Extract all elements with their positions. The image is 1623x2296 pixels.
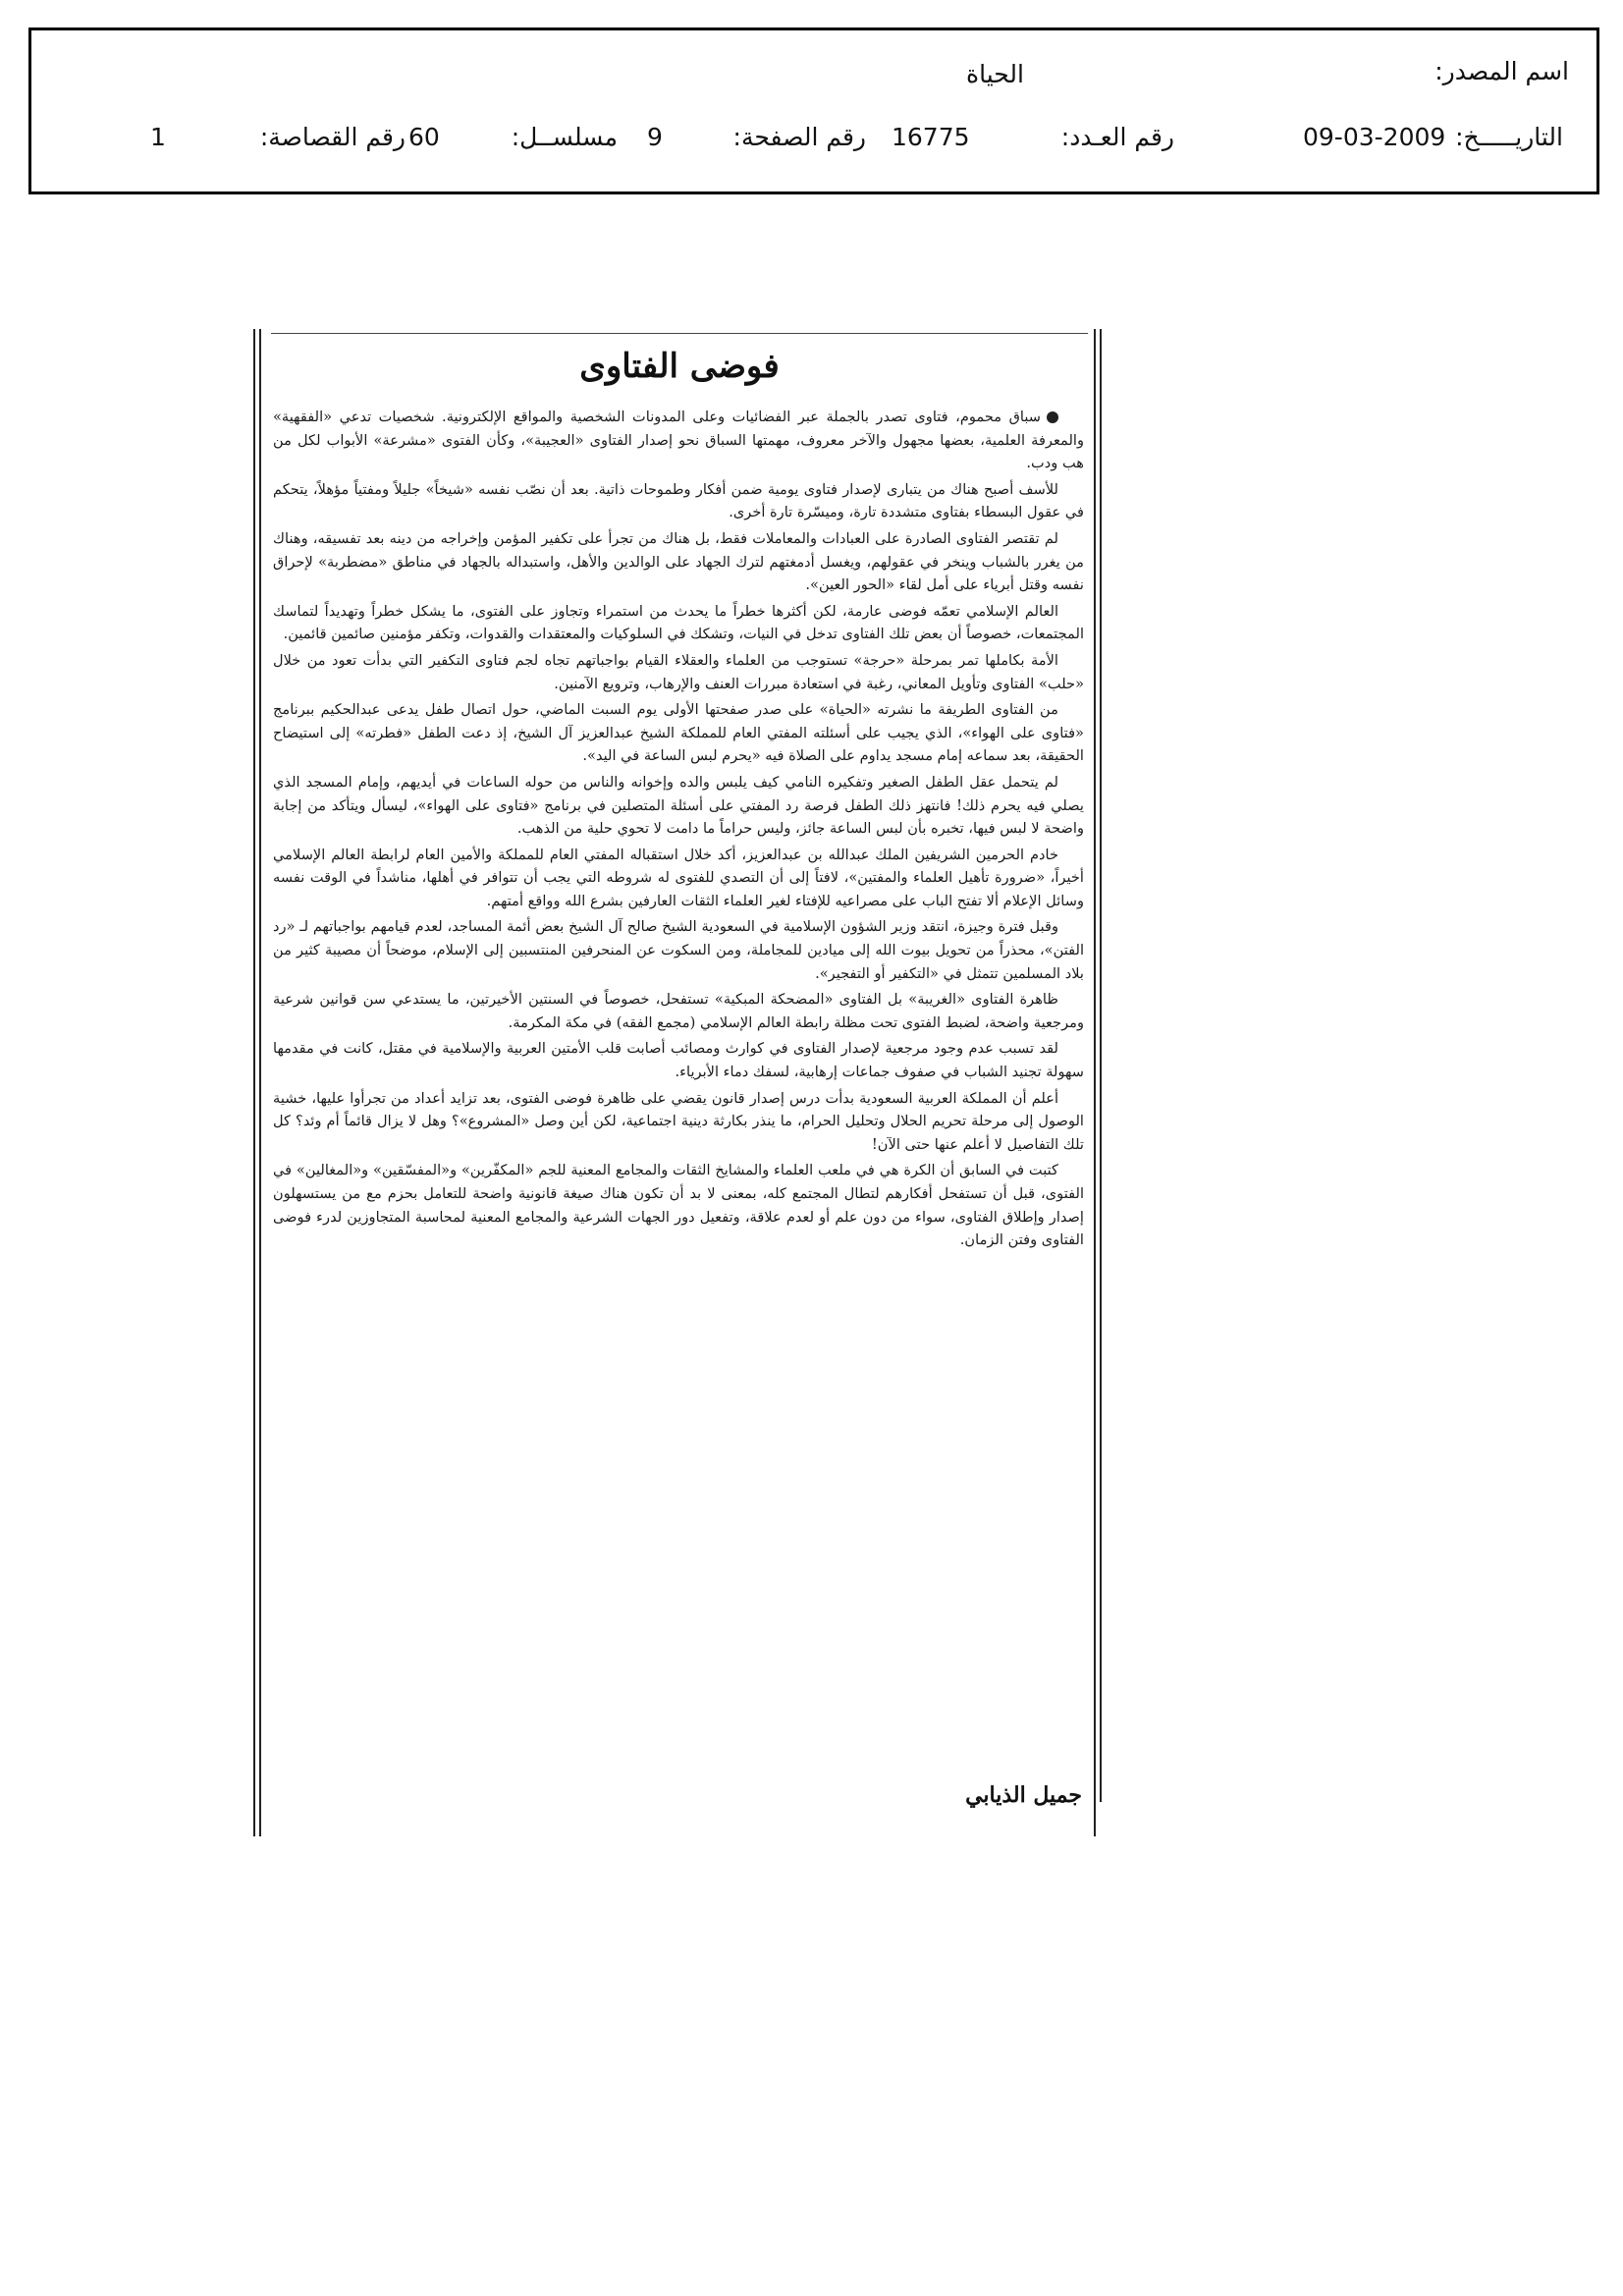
clip-label: رقم القصاصة: [259, 123, 406, 151]
left-column-rule-inner [259, 329, 261, 1836]
article-paragraph: خادم الحرمين الشريفين الملك عبدالله بن عبدالعزيز، أكد خلال استقباله المفتي العام للمملكة والأمين العام لرابطة العالم الإسلامي أخيراً، «ضرورة تأهيل العلماء والمفتين»، لافتاً إلى أن التصدي للفتوى له شروطه التي يجب أن تتوافر في أهلها، مناشداً في الوقت نفسه وسائل الإعلام ألا تفتح الباب على مصراعيه للإفتاء لغير العلماء الثقات العارفين بشرع الله وواقع أمتهم. [273, 846, 1084, 909]
page-label: رقم الصفحة: [732, 123, 866, 151]
date-value: 09-03-2009 [1303, 123, 1446, 151]
article-paragraph: للأسف أصبح هناك من يتبارى لإصدار فتاوى يومية ضمن أفكار وطموحات ذاتية. بعد أن نصّب نفسه «شيخاً» جليلاً ومفتياً مؤهلاً، يتحكم في عقول البسطاء بفتاوى متشددة تارة، وميسّرة تارة أخرى. [273, 480, 1084, 521]
source-label: اسم المصدر: [1434, 57, 1569, 85]
issue-label: رقم العـدد: [1060, 123, 1174, 151]
article-body [273, 406, 1084, 1255]
clip-value: 1 [150, 123, 166, 151]
clipping-header [28, 27, 1599, 194]
article-paragraph: وقبل فترة وجيزة، انتقد وزير الشؤون الإسلامية في السعودية الشيخ صالح آل الشيخ بعض أئمة المساجد، لعدم قيامهم بواجباتهم لـ «رد الفتن»، محذراً من تحويل بيوت الله إلى ميادين للمجاملة، ومن السكوت عن المنحرفين المنتسبين إلى الإسلام، موضحاً أن مصيبة كثير من بلاد المسلمين تتمثل في «التكفير أو التفجير». [273, 918, 1084, 982]
issue-value: 16775 [892, 123, 970, 151]
article-paragraph: لم يتحمل عقل الطفل الصغير وتفكيره النامي كيف يلبس والده وإخوانه والناس من حوله الساعات في أيديهم، وإمام المسجد الذي يصلي فيه يحرم ذلك! فانتهز ذلك الطفل فرصة رد المفتي على أسئلة المتصلين في برنامج «فتاوى على الهواء»، ليسأل ويتأكد من إجابة واضحة لا لبس فيها، تخبره بأن لبس الساعة جائز، وليس حراماً ما دامت لا تحوي حلية من الذهب. [273, 773, 1084, 838]
article-paragraph: ظاهرة الفتاوى «الغريبة» بل الفتاوى «المضحكة المبكية» تستفحل، خصوصاً في السنتين الأخيرتين، ما يستدعي سن قوانين شرعية ومرجعية واضحة، لضبط الفتوى تحت مظلة رابطة العالم الإسلامي (مجمع الفقه) في مكة المكرمة. [273, 991, 1084, 1031]
serial-label: مسلســل: [511, 123, 618, 151]
source-value: الحياة [966, 60, 1024, 88]
article-paragraph: من الفتاوى الطريفة ما نشرته «الحياة» على صدر صفحتها الأولى يوم السبت الماضي، حول اتصال طفل يدعى عبدالحكيم ببرنامج «فتاوى على الهواء»، الذي يجيب على أسئلته المفتي العام للمملكة الشيخ عبدالعزيز آل الشيخ، إذ دعت الطفل «فطرته» إلى استيضاح الحقيقة، بعد سماعه إمام مسجد يداوم على الصلاة فيه «يحرم لبس الساعة في اليد». [273, 701, 1084, 765]
article-paragraph: كتبت في السابق أن الكرة هي في ملعب العلماء والمشايخ الثقات والمجامع المعنية للجم «المكفّرين» و«المفسّقين» و«المغالين» في الفتوى، قبل أن تستفحل أفكارهم لتطال المجتمع كله، بمعنى لا بد أن تكون هناك صيغة قانونية واضحة للتعامل بحزم مع من يستسهلون إصدار وإطلاق الفتاوى، سواء من دون علم أو لعدم علاقة، وتفعيل دور الجهات الشرعية والمجامع المعنية لمحاسبة المتجاوزين لدرء فوضى الفتاوى وفتن الزمان. [273, 1162, 1084, 1249]
article-paragraph: سباق محموم، فتاوى تصدر بالجملة عبر الفضائيات وعلى المدونات الشخصية والمواقع الإلكترونية. شخصيات تدعي «الفقهية» والمعرفة العلمية، بعضها مجهول والآخر معروف، مهمتها السباق نحو إصدار الفتاوى «العجيبة»، وكأن الفتوى «مشرعة» الأبواب لكل من هب ودب. [273, 409, 1084, 472]
date-label: التاريـــــخ: [1455, 123, 1563, 151]
left-column-rule [253, 329, 255, 1836]
bullet-icon [1047, 411, 1058, 423]
page-value: 9 [647, 123, 663, 151]
serial-value: 60 [408, 123, 440, 151]
author-signature: جميل الذيابي [965, 1782, 1082, 1808]
article-paragraph: الأمة بكاملها تمر بمرحلة «حرجة» تستوجب من العلماء والعقلاء القيام بواجباتهم تجاه لجم فتاوى التكفير التي بدأت تعود من خلال «حلب» الفتاوى وتأويل المعاني، رغبة في استعادة مبررات العنف والإرهاب، وترويع الآمنين. [273, 651, 1084, 692]
newspaper-clipping [253, 329, 1106, 1836]
right-column-rule-inner [1100, 329, 1102, 1802]
article-paragraph: لم تقتصر الفتاوى الصادرة على العبادات والمعاملات فقط، بل هناك من تجرأ على تكفير المؤمن وإخراجه من دينه بعد تفسيقه، وهناك من يغرر بالشباب وينخر في عقولهم، ويغسل أدمغتهم لترك الجهاد على الوالدين والأهل، واستبداله بالجهاد في مناطق «مضطربة» لإحراق نفسه وقتل أبرياء على أمل لقاء «الحور العين». [273, 529, 1084, 594]
article-title: فوضى الفتاوى [579, 347, 780, 386]
top-rule [271, 333, 1088, 334]
article-paragraph: لقد تسبب عدم وجود مرجعية لإصدار الفتاوى في كوارث ومصائب أصابت قلب الأمتين العربية والإسلامية في مقتل، كانت في مقدمها سهولة تجنيد الشباب في صفوف جماعات إرهابية، لسفك دماء الأبرياء. [273, 1040, 1084, 1081]
article-paragraph: أعلم أن المملكة العربية السعودية بدأت درس إصدار قانون يقضي على ظاهرة فوضى الفتوى، بعد تزايد أعداد من تجرأوا عليها، خشية الوصول إلى مرحلة تحريم الحلال وتحليل الحرام، ما ينذر بكارثة دينية اجتماعية، لكن أين وصل «المشروع»؟ وهل لا يزال قائماً أم وئد؟ كل تلك التفاصيل لا أعلم عنها حتى الآن! [273, 1089, 1084, 1153]
right-column-rule [1094, 329, 1096, 1836]
article-paragraph: العالم الإسلامي تعمّه فوضى عارمة، لكن أكثرها خطراً ما يحدث من استمراء وتجاوز على الفتوى، ما يشكل خطراً وتهديداً لتماسك المجتمعات، خصوصاً أن بعض تلك الفتاوى تدخل في النيات، وتشكك في السلوكيات والمعتقدات والقدوات، وتكفر مؤمنين صائمين قائمين. [273, 602, 1084, 643]
